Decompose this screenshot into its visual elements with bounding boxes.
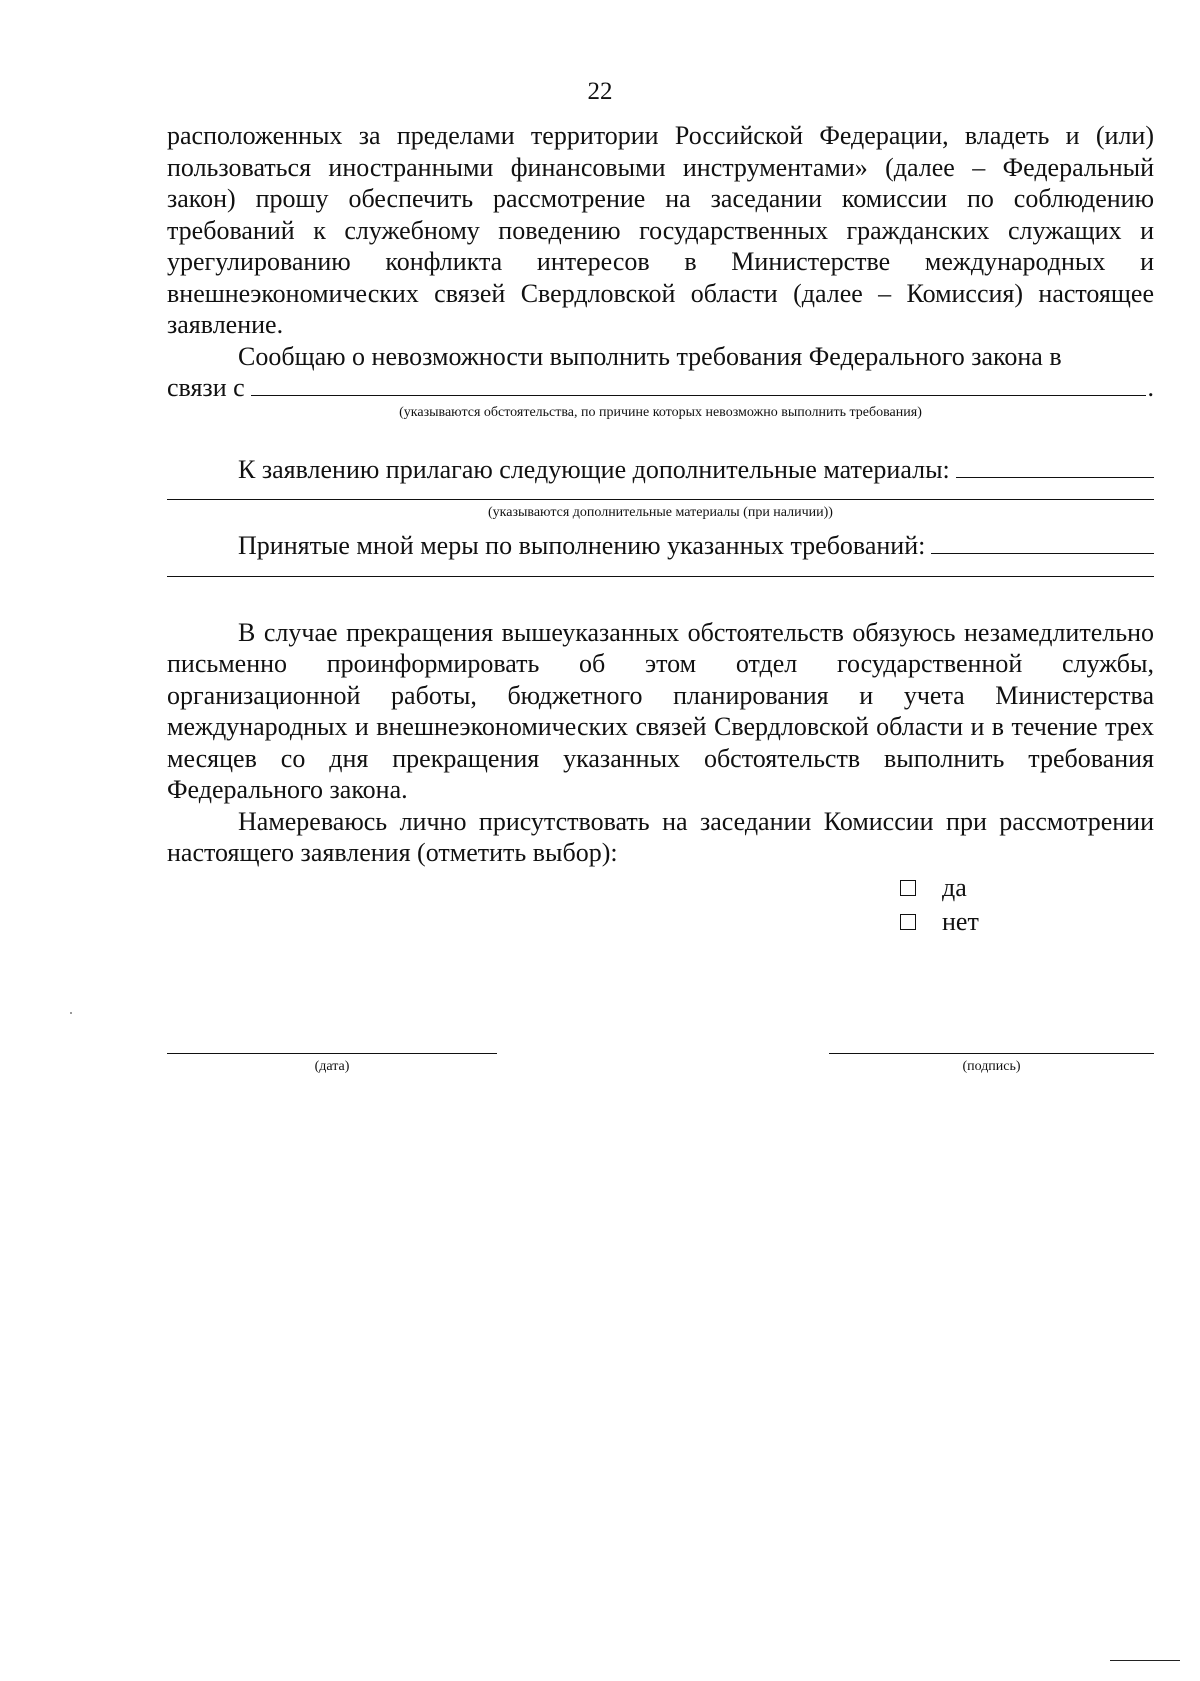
signature-field <box>829 1053 1154 1076</box>
choice-no-label: нет <box>942 906 979 936</box>
measures-fill-row <box>167 530 1154 562</box>
choice-no[interactable] <box>900 905 1154 939</box>
checkbox-no[interactable] <box>900 914 916 930</box>
choice-yes[interactable] <box>900 871 1154 905</box>
corner-mark <box>1110 1660 1180 1661</box>
paragraph-attendance: Намереваюсь лично присутствовать на заседании Комиссии при рассмотрении настоящего заявления (отметить выбор): <box>167 806 1154 867</box>
measures-input-line[interactable] <box>931 531 1154 554</box>
date-field <box>167 1053 497 1076</box>
reason-caption: (указываются обстоятельства, по причине которых невозможно выполнить требования) <box>399 404 922 420</box>
scan-artifact <box>70 1012 72 1014</box>
attendance-choices <box>900 871 1154 939</box>
reason-input-line[interactable] <box>251 373 1146 396</box>
signature-block <box>167 1053 1154 1093</box>
materials-label: К заявлению прилагаю следующие дополнительные материалы: <box>238 454 950 484</box>
checkbox-yes[interactable] <box>900 880 916 896</box>
reason-end-dot: . <box>1147 373 1154 402</box>
reason-prefix: связи с <box>167 373 245 402</box>
paragraph-obligation: В случае прекращения вышеуказанных обстоятельств обязуюсь незамедлительно письменно проинформировать об этом отдел государственной службы, организационной работы, бюджетного планирования и учета Министерства международных и внешнеэкономических связей Свердловской области и в течение трех месяцев со дня прекращения указанных обстоятельств выполнить требования Федерального закона. <box>167 617 1154 804</box>
reason-fill-row <box>167 372 1154 404</box>
date-input-line[interactable] <box>167 1053 497 1054</box>
materials-input-line-2[interactable] <box>167 499 1154 500</box>
signature-label: (подпись) <box>962 1059 1021 1074</box>
paragraph-impossibility-line1: Сообщаю о невозможности выполнить требования Федерального закона в <box>238 341 1062 371</box>
materials-fill-row <box>167 454 1154 486</box>
measures-label: Принятые мной меры по выполнению указанных требований: <box>238 531 926 560</box>
materials-caption: (указываются дополнительные материалы (при наличии)) <box>488 505 833 520</box>
choice-yes-label: да <box>942 872 967 902</box>
date-label: (дата) <box>314 1059 350 1074</box>
page-number: 22 <box>587 78 613 105</box>
signature-input-line[interactable] <box>829 1053 1154 1054</box>
paragraph-request: расположенных за пределами территории Российской Федерации, владеть и (или) пользоваться иностранными финансовыми инструментами» (далее – Федеральный закон) прошу обеспечить рассмотрение на заседании комиссии по соблюдению требований к служебному поведению государственных гражданских служащих и урегулированию конфликта интересов в Министерстве международных и внешнеэкономических связей Свердловской области (далее – Комиссия) настоящее заявление. <box>167 121 1154 339</box>
document-body <box>167 120 1154 939</box>
materials-input-line[interactable] <box>956 455 1154 478</box>
